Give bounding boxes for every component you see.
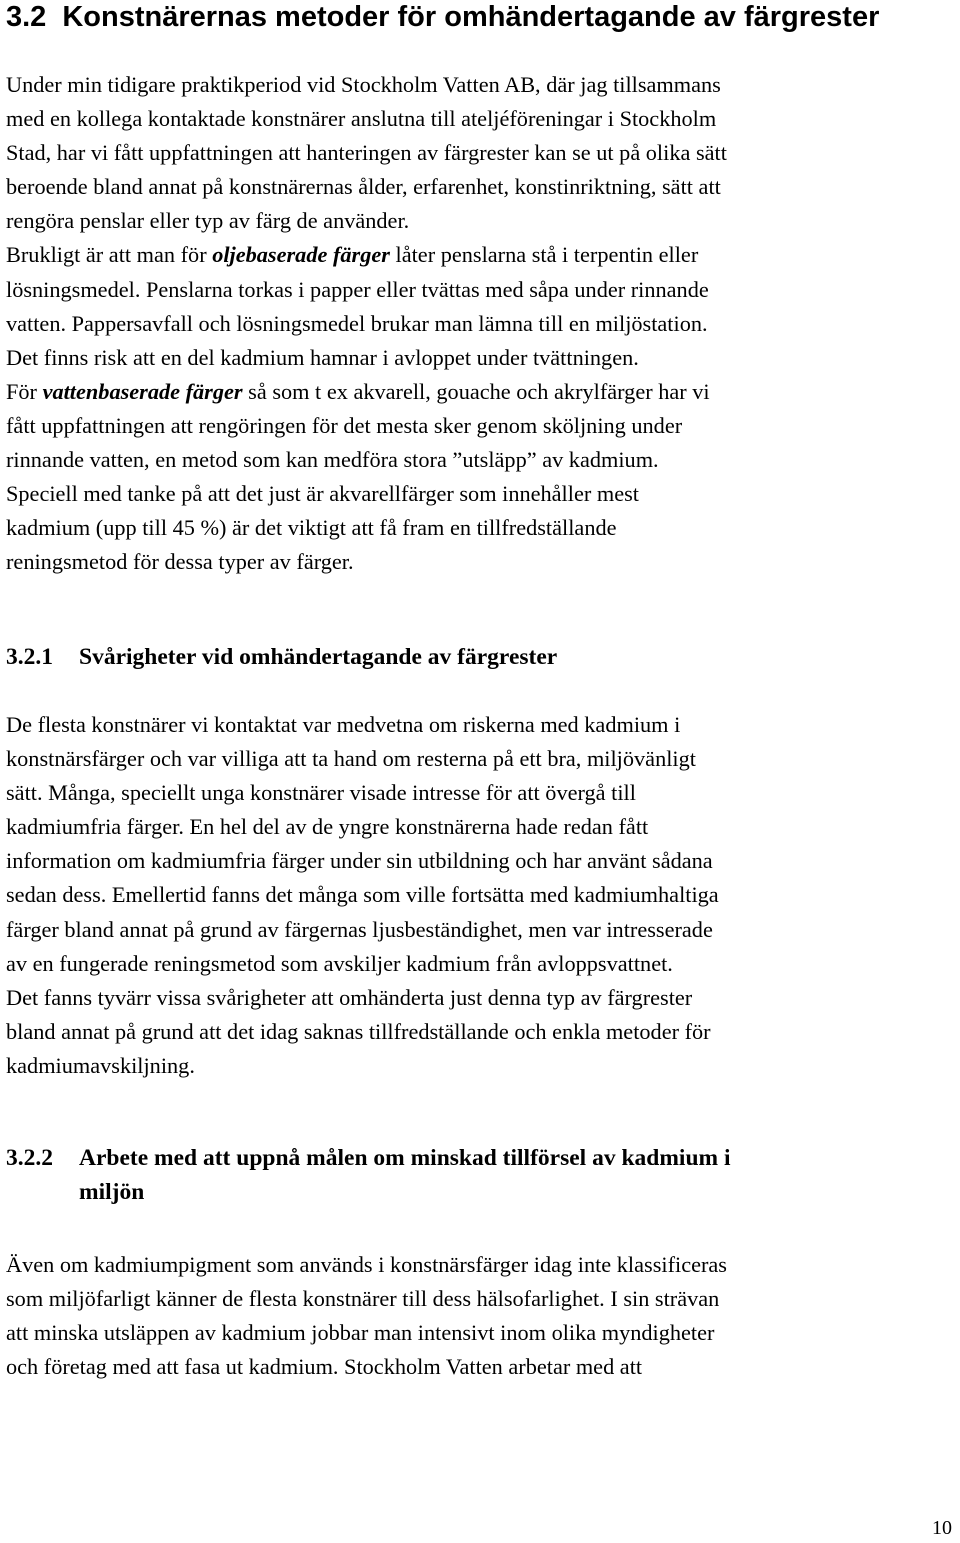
water-line (6, 375, 956, 409)
oil-text-before: Brukligt är att man för (6, 242, 213, 268)
text-line: kadmiumfria färger. En hel del av de yngre konstnärerna hade redan fått (6, 814, 649, 840)
text-line: De flesta konstnärer vi kontaktat var medvetna om riskerna med kadmium i (6, 712, 681, 737)
subsection-heading (6, 1141, 956, 1209)
subsection-number: 3.2.1 (6, 644, 53, 670)
subsection-title-line: miljön (79, 1179, 145, 1205)
text-line: och företag med att fasa ut kadmium. Stockholm Vatten arbetar med att (6, 1354, 643, 1380)
oil-text-after: låter penslarna stå i terpentin eller (389, 242, 699, 268)
water-text-after: så som t ex akvarell, gouache och akrylfärger har vi (242, 378, 710, 404)
text-line: som miljöfarligt känner de flesta konstnärer till dess hälsofarlighet. I sin strävan (6, 1286, 720, 1312)
text-line: Stad, har vi fått uppfattningen att hanteringen av färgrester kan se ut på olika sätt (6, 140, 727, 166)
subsection-paragraph (6, 1248, 956, 1384)
text-line: konstnärsfärger och var villiga att ta hand om resterna på ett bra, miljövänligt (6, 746, 696, 772)
text-line: Under min tidigare praktikperiod vid Stockholm Vatten AB, där jag tillsammans (6, 72, 721, 97)
text-line: att minska utsläppen av kadmium jobbar man intensivt inom olika myndigheter (6, 1320, 715, 1346)
text-line: sätt. Många, speciellt unga konstnärer visade intresse för att övergå till (6, 780, 636, 806)
oil-based-term: oljebaserade färger (212, 242, 390, 268)
text-line: kadmiumavskiljning. (6, 1052, 195, 1078)
subsection-number: 3.2.2 (6, 1145, 53, 1171)
text-line: Det finns risk att en del kadmium hamnar i avloppet under tvättningen. (6, 344, 639, 370)
text-line: Det fanns tyvärr vissa svårigheter att omhänderta just denna typ av färgrester (6, 984, 693, 1010)
text-line: rinnande vatten, en metod som kan medföra stora ”utsläpp” av kadmium. (6, 447, 659, 473)
text-line: reningsmetod för dessa typer av färger. (6, 549, 354, 575)
section-number: 3.2 (6, 1, 47, 33)
section-heading (6, 0, 879, 34)
subsection-title: Svårigheter vid omhändertagande av färgrester (79, 644, 558, 670)
text-line: bland annat på grund att det idag saknas tillfredställande och enkla metoder för (6, 1018, 711, 1044)
text-line: kadmium (upp till 45 %) är det viktigt att få fram en tillfredställande (6, 515, 617, 541)
text-line: fått uppfattningen att rengöringen för det mesta sker genom sköljning under (6, 412, 683, 438)
subsection-heading (6, 640, 956, 674)
text-line: Speciell med tanke på att det just är akvarellfärger som innehåller mest (6, 481, 639, 507)
subsection-title-line: Arbete med att uppnå målen om minskad tillförsel av kadmium i (79, 1145, 731, 1171)
text-line: vatten. Pappersavfall och lösningsmedel brukar man lämna till en miljöstation. (6, 310, 708, 336)
intro-paragraph (6, 68, 956, 579)
text-line: information om kadmiumfria färger under sin utbildning och har använt sådana (6, 848, 713, 874)
section-title: Konstnärernas metoder för omhändertagande av färgrester (62, 1, 880, 33)
text-line: lösningsmedel. Penslarna torkas i papper eller tvättas med såpa under rinnande (6, 276, 709, 302)
text-line: Även om kadmiumpigment som används i konstnärsfärger idag inte klassificeras (6, 1252, 727, 1277)
subsection-paragraph (6, 708, 956, 1083)
water-text-before: För (6, 378, 43, 404)
text-line: av en fungerade reningsmetod som avskiljer kadmium från avloppsvattnet. (6, 950, 673, 976)
text-line: sedan dess. Emellertid fanns det många som ville fortsätta med kadmiumhaltiga (6, 882, 719, 908)
water-based-term: vattenbaserade färger (42, 378, 243, 404)
page-number: 10 (932, 1517, 952, 1539)
text-line: beroende bland annat på konstnärernas ålder, erfarenhet, konstinriktning, sätt att (6, 174, 721, 200)
text-line: färger bland annat på grund av färgernas ljusbeständighet, men var intresserade (6, 916, 713, 942)
oil-line (6, 238, 956, 272)
text-line: rengöra penslar eller typ av färg de använder. (6, 208, 410, 234)
text-line: med en kollega kontaktade konstnärer anslutna till ateljéföreningar i Stockholm (6, 106, 717, 132)
